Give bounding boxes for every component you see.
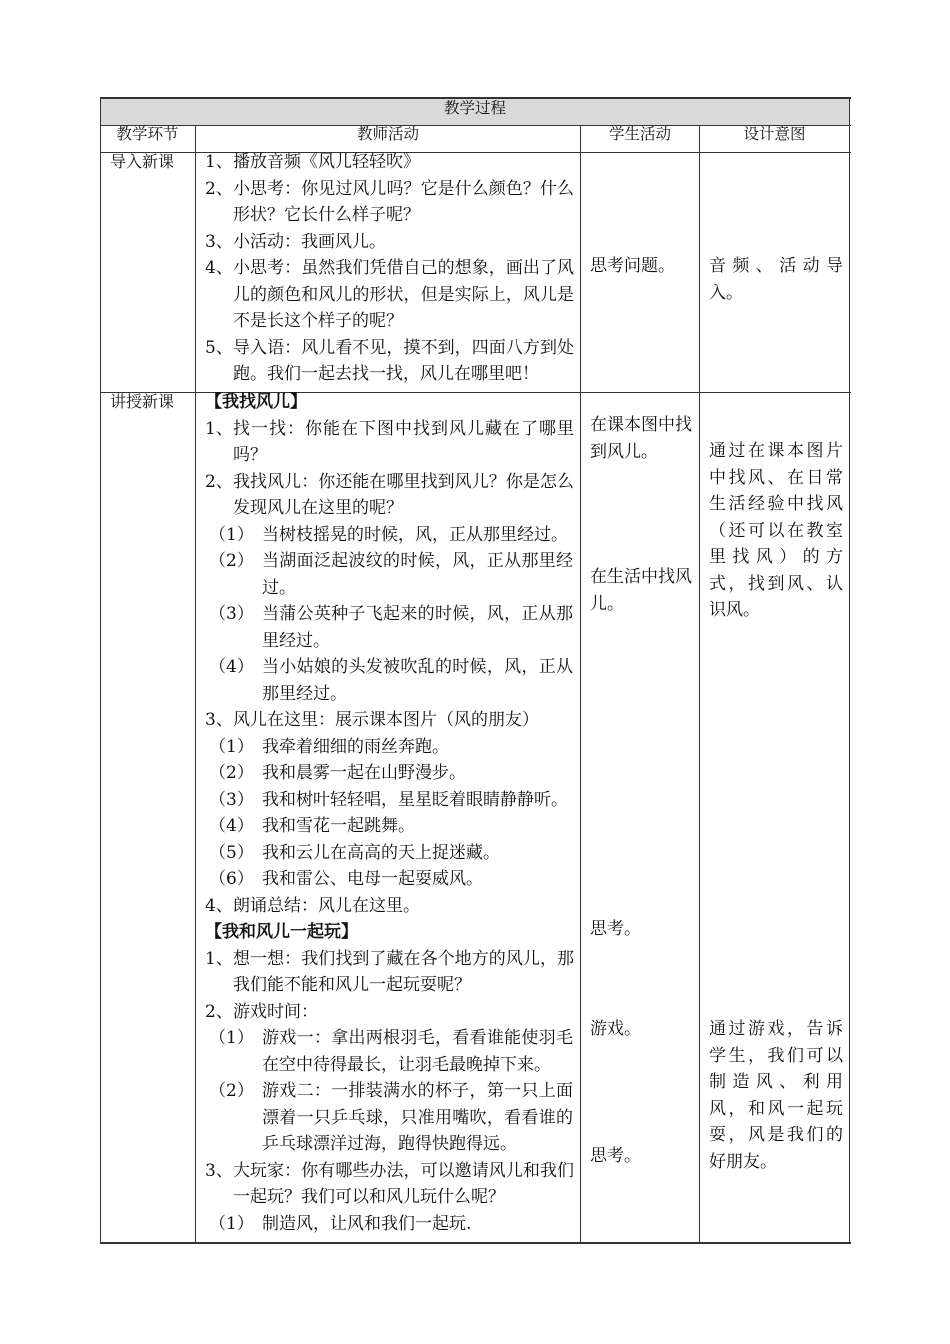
item-number: 1、 (205, 152, 233, 172)
item-number: （3） (209, 789, 254, 810)
list-item (205, 893, 574, 920)
item-text: 当小姑娘的头发被吹乱的时候，风，正从那里经过。 (262, 657, 573, 704)
item-text: 当湖面泛起波纹的时候，风，正从那里经过。 (262, 551, 573, 598)
list-item (205, 999, 574, 1026)
student-activity: 在生活中找风儿。 (590, 567, 692, 614)
item-text: 当树枝摇晃的时候，风，正从那里经过。 (262, 524, 568, 545)
item-number: 3、 (205, 1160, 233, 1181)
item-text: 我和雪花一起跳舞。 (262, 816, 415, 836)
item-text: 小活动：我画风儿。 (233, 231, 386, 252)
student-activity: 思考。 (590, 919, 641, 939)
item-number: （3） (209, 604, 254, 624)
item-number: 3、 (205, 231, 233, 252)
item-number: （2） (209, 763, 254, 783)
student-activity: 在课本图中找到风儿。 (590, 415, 692, 462)
item-number: （6） (209, 869, 254, 889)
item-text: 小思考：你见过风儿吗？它是什么颜色？什么形状？它长什么样子呢？ (233, 178, 574, 225)
sub-item (205, 522, 573, 549)
item-text: 我找风儿：你还能在哪里找到风儿？你是怎么发现风儿在这里的呢？ (233, 471, 574, 518)
student-activity: 思考问题。 (590, 256, 675, 276)
item-number: 3、 (205, 710, 233, 730)
sub-item (205, 1211, 573, 1238)
sub-item (205, 760, 573, 787)
item-text: 风儿在这里：展示课本图片（风的朋友） (233, 710, 539, 730)
item-text: 游戏一：拿出两根羽毛，看看谁能使羽毛在空中待得最长，让羽毛最晚掉下来。 (262, 1028, 573, 1075)
item-number: 5、 (205, 337, 233, 358)
item-text: 大玩家：你有哪些办法，可以邀请风儿和我们一起玩？我们可以和风儿玩什么呢？ (233, 1160, 574, 1207)
item-number: （4） (209, 657, 254, 677)
item-number: （2） (209, 1081, 254, 1101)
design-intent: 音频、活动导入。 (709, 256, 843, 303)
sub-item (205, 654, 573, 707)
item-number: 1、 (205, 948, 233, 969)
table-title: 教学过程 (443, 99, 506, 117)
item-text: 朗诵总结：风儿在这里。 (233, 895, 420, 916)
list-item (205, 469, 574, 522)
list-item (205, 1158, 574, 1211)
item-number: 2、 (205, 178, 233, 199)
list-item (205, 255, 574, 335)
teacher-activity-teaching (205, 389, 575, 1237)
item-text: 播放音频《风儿轻轻吹》 (233, 152, 420, 172)
sub-item (205, 1078, 573, 1158)
item-number: （1） (209, 1213, 254, 1234)
teacher-activity-intro (205, 149, 575, 388)
sub-item (205, 548, 573, 601)
section-heading: 【我和风儿一起玩】 (205, 922, 358, 942)
item-number: （5） (209, 842, 254, 863)
border (699, 125, 700, 1243)
list-item (205, 176, 574, 229)
item-text: 我牵着细细的雨丝奔跑。 (262, 736, 449, 757)
header-teacher: 教师活动 (356, 125, 419, 143)
item-number: 1、 (205, 418, 233, 439)
border (195, 125, 196, 1243)
border (849, 97, 850, 1244)
list-item (205, 149, 574, 176)
item-number: （1） (209, 524, 254, 545)
sub-item (205, 840, 573, 867)
sub-item (205, 601, 573, 654)
item-number: 2、 (205, 1001, 233, 1022)
list-item (205, 707, 574, 734)
header-design: 设计意图 (743, 125, 806, 143)
design-intent: 通过游戏，告诉学生，我们可以制造风、利用风，和风一起玩耍，风是我们的好朋友。 (709, 1019, 843, 1172)
border (580, 125, 581, 1243)
sub-item (205, 1025, 573, 1078)
item-number: （4） (209, 816, 254, 836)
item-number: 2、 (205, 471, 233, 492)
design-intent: 通过在课本图片中找风、在日常生活经验中找风（还可以在教室里找风）的方式，找到风、认识风。 (709, 441, 843, 620)
stage-intro: 导入新课 (110, 152, 175, 171)
sub-item (205, 813, 573, 840)
item-text: 我和云儿在高高的天上捉迷藏。 (262, 842, 500, 863)
item-number: （1） (209, 736, 254, 757)
item-number: （2） (209, 551, 254, 571)
header-student: 学生活动 (608, 125, 671, 143)
list-item (205, 229, 574, 256)
list-item (205, 946, 574, 999)
stage-teaching: 讲授新课 (110, 392, 175, 411)
item-text: 当蒲公英种子飞起来的时候，风，正从那里经过。 (262, 604, 573, 651)
sub-item (205, 734, 573, 761)
item-text: 找一找：你能在下图中找到风儿藏在了哪里吗？ (233, 418, 574, 465)
item-text: 制造风，让风和我们一起玩. (262, 1213, 472, 1234)
section-heading: 【我找风儿】 (205, 392, 307, 412)
student-activity: 游戏。 (590, 1019, 641, 1039)
border (100, 1242, 851, 1244)
sub-item (205, 866, 573, 893)
item-text: 我和雷公、电母一起耍威风。 (262, 869, 483, 889)
item-number: （1） (209, 1028, 254, 1048)
list-item (205, 416, 574, 469)
student-activity: 思考。 (590, 1146, 641, 1166)
item-text: 想一想：我们找到了藏在各个地方的风儿，那我们能不能和风儿一起玩耍呢？ (233, 948, 574, 995)
border (100, 97, 101, 1244)
item-text: 游戏时间： (233, 1001, 318, 1022)
list-item (205, 335, 574, 388)
item-text: 我和树叶轻轻唱，星星眨着眼睛静静听。 (262, 789, 568, 810)
item-text: 导入语：风儿看不见，摸不到，四面八方到处跑。我们一起去找一找，风儿在哪里吧！ (233, 337, 574, 384)
item-number: 4、 (205, 258, 233, 278)
item-text: 我和晨雾一起在山野漫步。 (262, 763, 466, 783)
header-stage: 教学环节 (116, 125, 179, 143)
sub-item (205, 787, 573, 814)
item-number: 4、 (205, 895, 233, 916)
item-text: 游戏二：一排装满水的杯子，第一只上面漂着一只乒乓球，只准用嘴吹，看看谁的乒乓球漂洋过海，跑得快跑得远。 (262, 1081, 573, 1154)
item-text: 小思考：虽然我们凭借自己的想象，画出了风儿的颜色和风儿的形状，但是实际上，风儿是不是长这个样子的呢？ (233, 258, 574, 331)
